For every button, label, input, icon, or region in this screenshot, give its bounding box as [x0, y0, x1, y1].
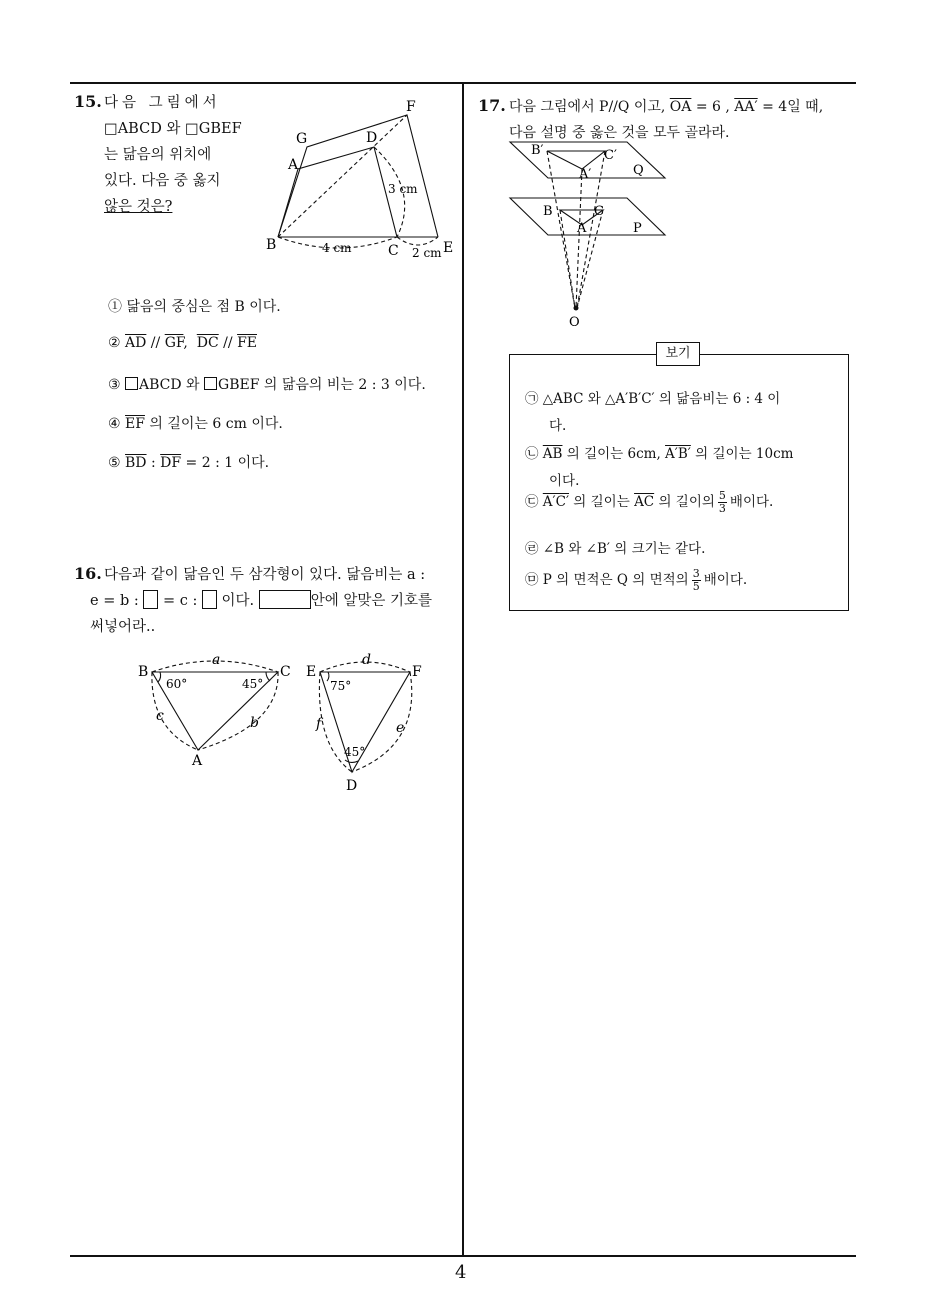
q17-stem-line2: 다음 설명 중 옳은 것을 모두 골라라.: [509, 125, 730, 141]
q16-figure: [130, 650, 430, 795]
q15-label-e: E: [443, 240, 454, 256]
q16-stem-line1: 다음과 같이 닮음인 두 삼각형이 있다. 닮음비는 a :: [104, 567, 426, 583]
q16-side-a: a: [212, 652, 221, 668]
q17-label-b: B: [543, 204, 553, 219]
q15-stem: [104, 90, 244, 220]
bogi-item-2[interactable]: ㉡ $\overline{AB}$ 의 길이는 6cm, A′B′ 의 길이는 10cm: [525, 446, 794, 462]
q15-option-1[interactable]: ① 닮음의 중심은 점 B 이다.: [108, 299, 281, 315]
q15-option-3[interactable]: ③ ABCD 와 GBEF 의 닮음의 비는 2 : 3 이다.: [108, 377, 426, 393]
q16-label-e: E: [306, 664, 317, 680]
q16-ratio-text-3: 이다.: [221, 593, 255, 609]
q16-label-a: A: [192, 753, 203, 769]
q16-side-d: d: [362, 652, 371, 668]
q17-plane-p: [510, 198, 665, 235]
q15-label-b: B: [266, 237, 277, 253]
q16-side-f: f: [316, 716, 322, 732]
q17-label-c: C: [594, 204, 604, 219]
q15-option-4[interactable]: ④ $\overline{EF}$ 의 길이는 6 cm 이다.: [108, 416, 283, 432]
q15-label-3cm: 3 cm: [388, 182, 418, 196]
q17-figure: [505, 138, 675, 333]
bogi-item-3[interactable]: ㉢ A′C′ 의 길이는 $\overline{AC}$ 의 길이의 $\frac{5}{3}$ 배이다.: [525, 489, 774, 515]
q16-angle-c: 45°: [242, 677, 264, 691]
q17-triangle-apbpcp: [547, 151, 605, 169]
q16-stem-line3: 써넣어라..: [90, 619, 156, 635]
bogi-item-4[interactable]: ㉣ ∠B 와 ∠B′ 의 크기는 같다.: [525, 541, 706, 557]
q16-number: 16.: [74, 564, 102, 583]
q15-label-d: D: [366, 130, 378, 146]
q16-answer-box[interactable]: [259, 590, 311, 609]
q16-ratio-text-2: = c :: [162, 593, 198, 609]
q16-side-c: c: [156, 708, 164, 724]
q16-angle-d: 45°: [344, 745, 366, 759]
bogi-item-1[interactable]: ㉠ △ABC 와 △A′B′C′ 의 닮음비는 6 : 4 이: [525, 391, 781, 407]
q16-blank-2[interactable]: [202, 590, 217, 609]
q15-stem-line: 않은 것은?: [104, 199, 173, 215]
q16-label-f: F: [412, 664, 422, 680]
q17-label-cprime: C′: [604, 148, 617, 163]
q17-label-aprime: A′: [579, 167, 592, 182]
q17-label-p: P: [633, 221, 642, 236]
bottom-rule: [70, 1255, 856, 1257]
q16-angle-e: 75°: [330, 679, 352, 693]
q15-option-5[interactable]: ⑤ $\overline{BD}$ : $\overline{DF} = 2$ : 1 이다.: [108, 455, 270, 471]
q15-label-f: F: [406, 99, 416, 115]
q16-side-e: e: [396, 720, 405, 736]
q15-number: 15.: [74, 92, 102, 111]
q16-label-d: D: [346, 778, 358, 794]
q15-stem-line: 다음 그림에서: [104, 95, 221, 111]
q16-label-c: C: [280, 664, 291, 680]
q16-ratio-text-4: 안에 알맞은 기호를: [310, 593, 433, 609]
q16-blank-1[interactable]: [143, 590, 158, 609]
q15-option-2[interactable]: ② $\overline{AD} // \overline{GF}$, $\overline{DC} // \overline{FE}$: [108, 335, 257, 351]
q16-stem-line2: [90, 588, 432, 614]
column-divider: [462, 82, 464, 1257]
q17-label-bprime: B′: [531, 143, 544, 158]
q15-label-2cm: 2 cm: [412, 246, 442, 260]
q17-label-q: Q: [633, 163, 644, 178]
page-number: 4: [455, 1262, 467, 1283]
q17-number: 17.: [478, 96, 506, 115]
q15-label-c: C: [388, 243, 399, 259]
q15-label-4cm: 4 cm: [322, 241, 352, 255]
q16-ratio-text-1: e = b :: [90, 593, 139, 609]
bogi-title: 보기: [656, 342, 700, 366]
q15-label-g: G: [296, 131, 308, 147]
q15-stem-line: 는 닮음의 위치에: [104, 147, 212, 163]
q15-stem-line: □ABCD 와 □GBEF: [104, 121, 242, 137]
bogi-item-1-cont: 다.: [549, 418, 567, 434]
q17-stem-line1: 다음 그림에서 P//Q 이고, $\overline{OA} = 6$ , AA′ = 4일 때,: [509, 99, 824, 115]
q16-angle-b: 60°: [166, 677, 188, 691]
bogi-item-5[interactable]: ㉤ P 의 면적은 Q 의 면적의 $\frac{3}{5}$ 배이다.: [525, 567, 748, 593]
q15-figure: [260, 95, 460, 265]
q15-stem-line: 있다. 다음 중 옳지: [104, 173, 221, 189]
bogi-item-2-cont: 이다.: [549, 473, 580, 489]
q17-label-a: A: [577, 221, 587, 236]
q15-arc-ce: [397, 237, 438, 245]
q17-label-o: O: [569, 315, 580, 330]
q16-label-b: B: [138, 664, 149, 680]
q15-label-a: A: [288, 157, 299, 173]
q16-side-b: b: [250, 715, 259, 731]
